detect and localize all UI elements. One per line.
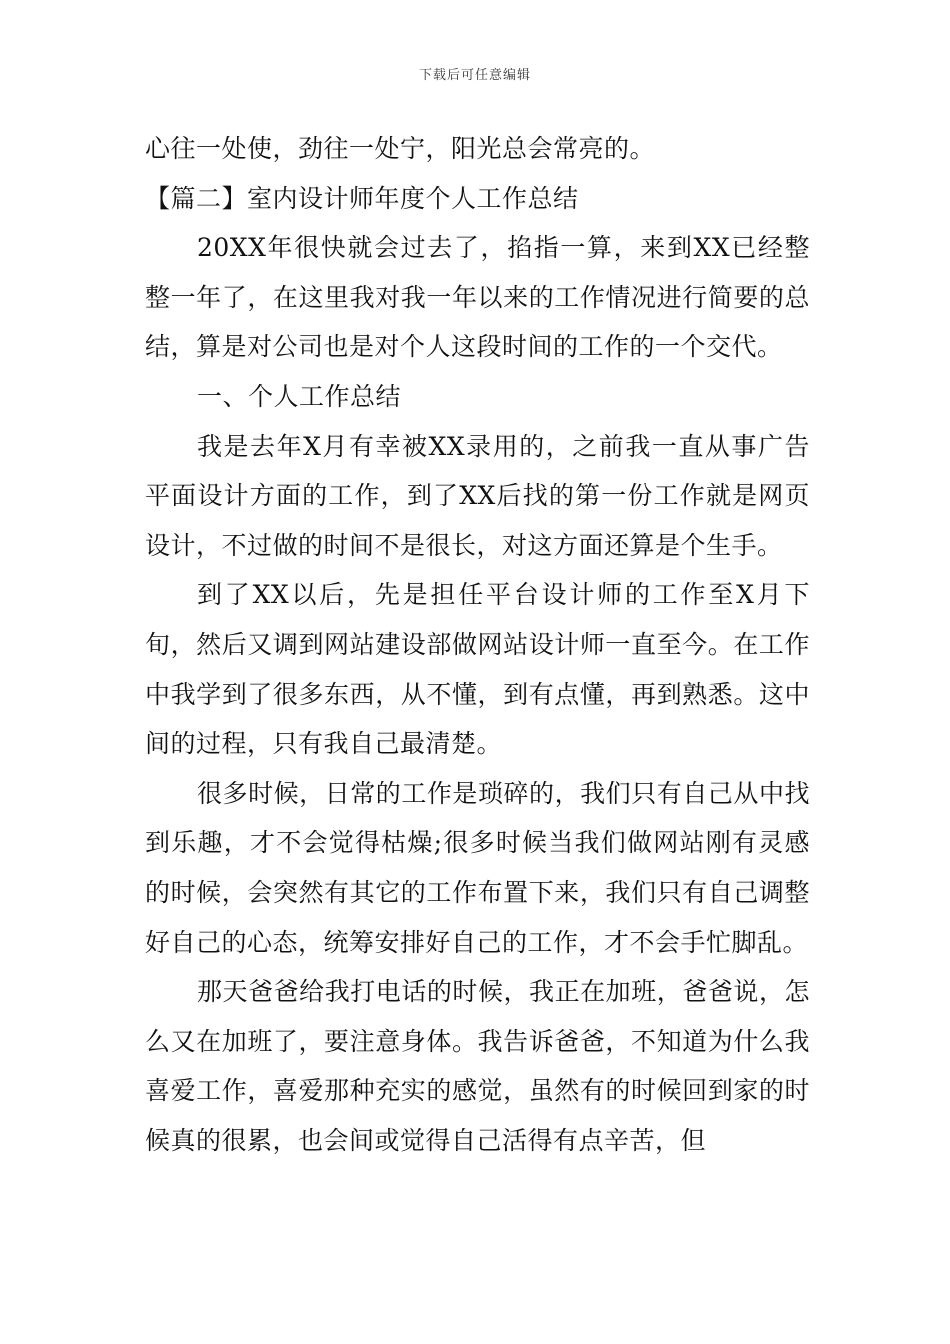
- document-body: [145, 124, 810, 1165]
- paragraph-intro: 20XX年很快就会过去了，掐指一算，来到XX已经整整一年了，在这里我对我一年以来的工作情况进行简要的总结，算是对公司也是对个人这段时间的工作的一个交代。: [145, 233, 810, 362]
- paragraph: 我是去年X月有幸被XX录用的，之前我一直从事广告平面设计方面的工作，到了XX后找的第一份工作就是网页设计，不过做的时间不是很长，对这方面还算是个生手。: [145, 431, 810, 560]
- paragraph: 很多时候，日常的工作是琐碎的，我们只有自己从中找到乐趣，才不会觉得枯燥;很多时候当我们做网站刚有灵感的时候，会突然有其它的工作布置下来，我们只有自己调整好自己的心态，统筹安排好自己的工作，才不会手忙脚乱。: [145, 778, 810, 957]
- section-heading: 【篇二】室内设计师年度个人工作总结: [145, 183, 579, 213]
- paragraph: 到了XX以后，先是担任平台设计师的工作至X月下旬，然后又调到网站建设部做网站设计师一直至今。在工作中我学到了很多东西，从不懂，到有点懂，再到熟悉。这中间的过程，只有我自己最清楚。: [145, 580, 810, 759]
- paragraph-continuation: 心往一处使，劲往一处宁，阳光总会常亮的。: [145, 134, 656, 163]
- paragraph: 那天爸爸给我打电话的时候，我正在加班，爸爸说，怎么又在加班了，要注意身体。我告诉爸爸，不知道为什么我喜爱工作，喜爱那种充实的感觉，虽然有的时候回到家的时候真的很累，也会间或觉得自己活得有点辛苦，但: [145, 977, 810, 1155]
- header-note: 下载后可任意编辑: [418, 68, 531, 83]
- subsection-heading: 一、个人工作总结: [197, 381, 402, 411]
